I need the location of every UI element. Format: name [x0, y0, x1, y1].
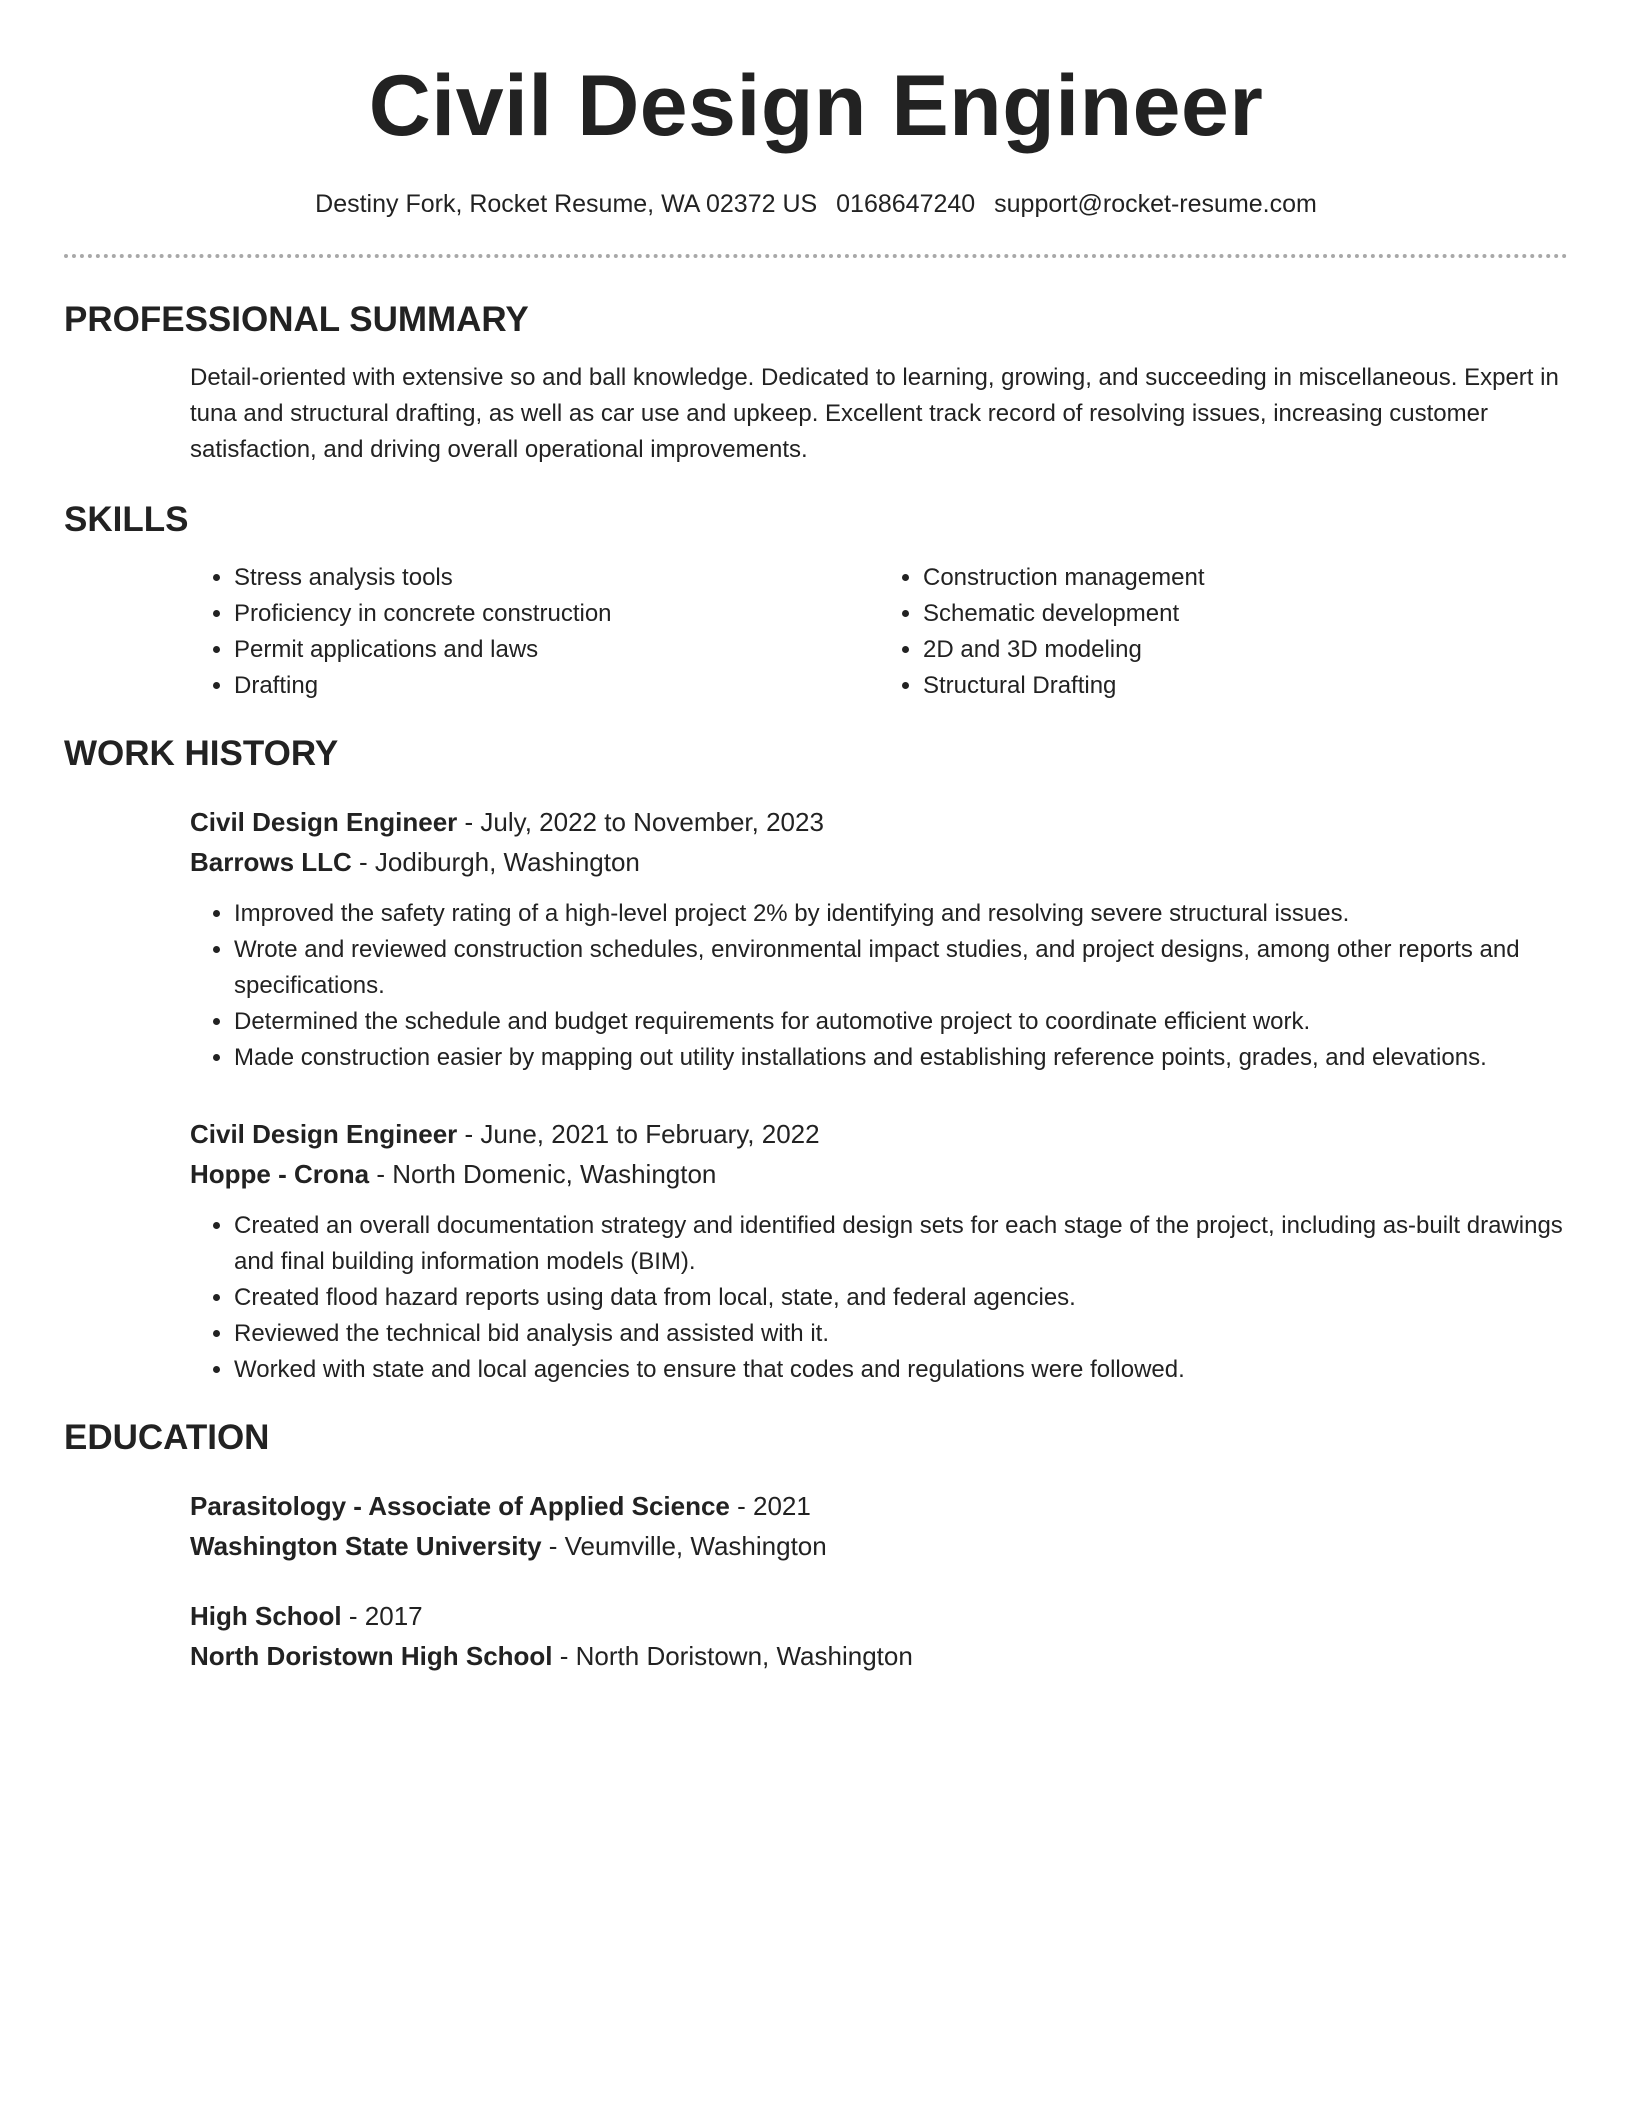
job-dates: - July, 2022 to November, 2023: [457, 807, 824, 837]
education-entry: [190, 1596, 1568, 1676]
summary-section: [64, 298, 1568, 468]
education-location: - North Doristown, Washington: [552, 1641, 913, 1671]
education-location: - Veumville, Washington: [541, 1531, 827, 1561]
contact-line: [64, 186, 1568, 222]
education-degree-line: [190, 1486, 1568, 1526]
education-degree: High School: [190, 1601, 342, 1631]
job-title: Civil Design Engineer: [190, 807, 458, 837]
skills-grid: [190, 560, 1568, 704]
job-bullets: [190, 896, 1568, 1076]
education-section: [64, 1416, 1568, 1676]
education-year: - 2017: [341, 1601, 423, 1631]
job-bullets: [190, 1208, 1568, 1388]
summary-text: Detail-oriented with extensive so and ball knowledge. Dedicated to learning, growing, and succeeding in miscellaneous. Expert in tuna and structural drafting, as well as car use and upkeep. Excellent track record of resolving issues, increasing customer satisfaction, and driving overall operational improvements.: [190, 364, 1559, 463]
skill-item: • Permit applications and laws: [234, 632, 879, 668]
contact-phone: 0168647240: [836, 190, 976, 218]
education-school: Washington State University: [190, 1531, 542, 1561]
job-entry: [190, 1114, 1568, 1388]
contact-address: Destiny Fork, Rocket Resume, WA 02372 US: [315, 190, 818, 218]
education-year: - 2021: [729, 1491, 811, 1521]
skill-item: • 2D and 3D modeling: [923, 632, 1568, 668]
job-title-line: [190, 802, 1568, 842]
skill-item: • Proficiency in concrete construction: [234, 596, 879, 632]
job-bullet: • Determined the schedule and budget requirements for automotive project to coordinate efficient work.: [234, 1004, 1568, 1040]
education-degree-line: [190, 1596, 1568, 1636]
job-dates: - June, 2021 to February, 2022: [457, 1119, 820, 1149]
job-bullet: • Made construction easier by mapping out utility installations and establishing reference points, grades, and elevations.: [234, 1040, 1568, 1076]
education-school-line: [190, 1636, 1568, 1676]
job-location: - Jodiburgh, Washington: [351, 847, 640, 877]
job-company-line: [190, 1154, 1568, 1194]
skills-column-left: [190, 560, 879, 704]
education-entry: [190, 1486, 1568, 1566]
job-bullet: • Created an overall documentation strategy and identified design sets for each stage of the project, including as-built drawings and final building information models (BIM).: [234, 1208, 1568, 1280]
skill-item: • Structural Drafting: [923, 668, 1568, 704]
job-title: Civil Design Engineer: [190, 1119, 458, 1149]
summary-heading: PROFESSIONAL SUMMARY: [64, 300, 529, 339]
job-bullet: • Improved the safety rating of a high-level project 2% by identifying and resolving severe structural issues.: [234, 896, 1568, 932]
skill-item: • Stress analysis tools: [234, 560, 879, 596]
job-bullet: • Created flood hazard reports using data from local, state, and federal agencies.: [234, 1280, 1568, 1316]
skills-heading: SKILLS: [64, 500, 189, 539]
job-entry: [190, 802, 1568, 1076]
job-bullet: • Wrote and reviewed construction schedules, environmental impact studies, and project designs, among other reports and specifications.: [234, 932, 1568, 1004]
education-heading: EDUCATION: [64, 1418, 270, 1457]
skill-item: • Construction management: [923, 560, 1568, 596]
header-divider: [64, 254, 1568, 258]
job-title-line: [190, 1114, 1568, 1154]
skills-column-right: [879, 560, 1568, 704]
skill-item: • Drafting: [234, 668, 879, 704]
education-school: North Doristown High School: [190, 1641, 553, 1671]
work-history-section: [64, 732, 1568, 1388]
skill-item: • Schematic development: [923, 596, 1568, 632]
job-company-line: [190, 842, 1568, 882]
job-location: - North Domenic, Washington: [369, 1159, 717, 1189]
education-school-line: [190, 1526, 1568, 1566]
skills-section: [64, 498, 1568, 704]
job-company: Barrows LLC: [190, 847, 352, 877]
education-degree: Parasitology - Associate of Applied Science: [190, 1491, 730, 1521]
work-history-heading: WORK HISTORY: [64, 734, 339, 773]
job-bullet: • Reviewed the technical bid analysis and assisted with it.: [234, 1316, 1568, 1352]
contact-email: support@rocket-resume.com: [994, 190, 1317, 218]
job-bullet: • Worked with state and local agencies to ensure that codes and regulations were followed.: [234, 1352, 1568, 1388]
resume-title: Civil Design Engineer: [368, 58, 1264, 154]
job-company: Hoppe - Crona: [190, 1159, 370, 1189]
